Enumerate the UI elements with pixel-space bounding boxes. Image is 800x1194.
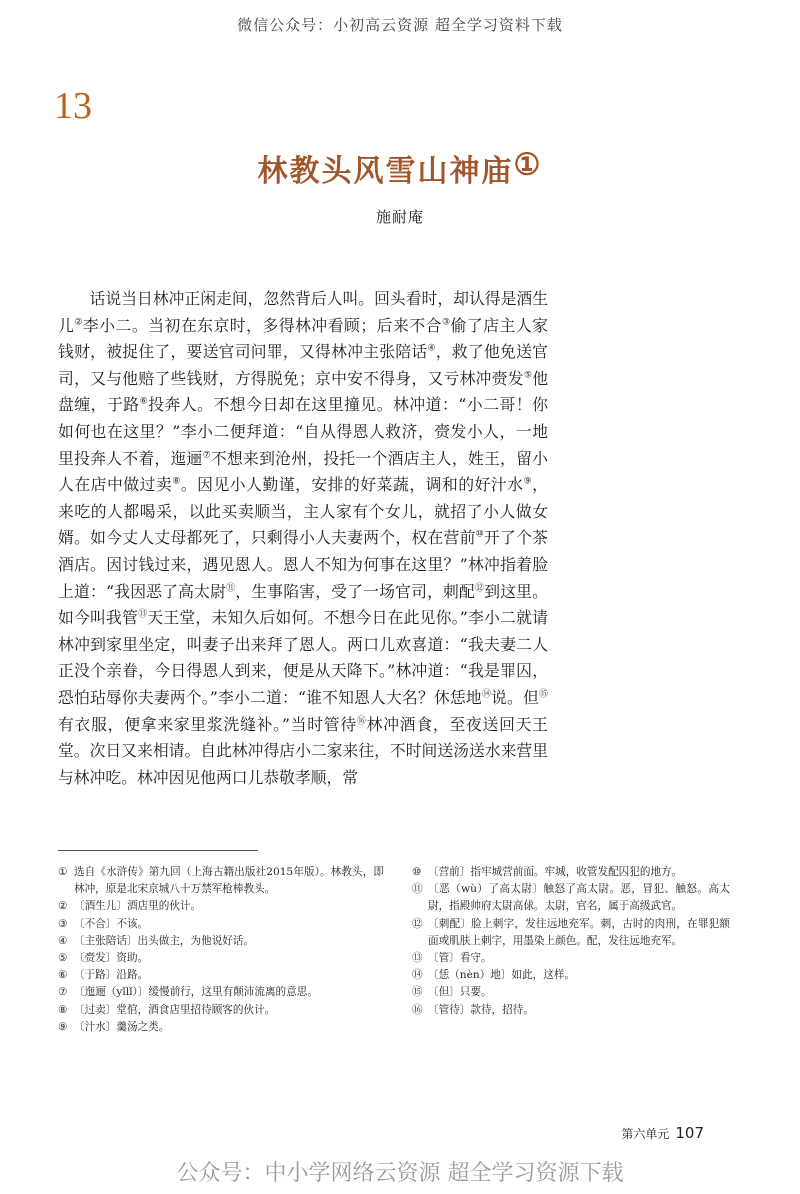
page-number: 107 xyxy=(675,1124,704,1142)
lesson-number: 13 xyxy=(54,85,92,127)
body-text-run: 话说当日林冲正闲走间，忽然背后人叫。回头看时，却认得是酒生儿 xyxy=(58,289,548,335)
footnote-number: ⑤ xyxy=(58,952,68,965)
body-text-run: 投奔人。不想今日却在这里撞见。林冲道：“小二哥！你如何也在这里？”李小二便拜道：“自从得恩人救济，赍发小人，一地里投奔人不着，迤逦 xyxy=(58,395,548,468)
body-text-run: ，救了他免送官司，又与他赔了些钱财，方得脱免；京中安不得身，又亏林冲赍发 xyxy=(58,342,548,388)
page-footer xyxy=(621,1124,704,1142)
footnote xyxy=(58,1002,384,1019)
footnote xyxy=(412,967,730,984)
footnote-marker: ⑩ xyxy=(475,530,484,541)
footnotes-left-column xyxy=(58,864,384,1036)
footnote-text: 选自《水浒传》第九回（上海古籍出版社2015年版）。林教头，即林冲，原是北宋京城八十万禁军枪棒教头。 xyxy=(74,866,384,896)
footnote xyxy=(58,933,384,950)
footnote-text: 〔恁（nèn）地〕如此，这样。 xyxy=(428,969,576,982)
footnote-marker: ⑮ xyxy=(538,689,548,700)
footnote-marker: ⑪ xyxy=(226,583,236,594)
footnote-marker: ③ xyxy=(441,317,451,328)
footnote-marker: ⑬ xyxy=(138,609,148,620)
unit-label: 第六单元 xyxy=(621,1127,670,1141)
footnote-text: 〔但〕只要。 xyxy=(428,986,492,999)
footnote-number: ③ xyxy=(58,917,68,930)
footnote-marker: ⑦ xyxy=(202,450,211,461)
author: 施耐庵 xyxy=(375,208,424,226)
footnote-text: 〔管待〕款待，招待。 xyxy=(428,1003,534,1016)
footnote-marker: ⑤ xyxy=(523,370,533,381)
footnote-number: ⑭ xyxy=(412,969,423,982)
footnote xyxy=(412,916,730,950)
footnote xyxy=(58,967,384,984)
body-text-run: 不想来到沧州，投托一个酒店主人，姓王，留小人在店中做过卖 xyxy=(58,448,548,495)
footnote-marker: ④ xyxy=(427,343,436,354)
footnote-text: 〔赍发〕资助。 xyxy=(74,952,149,965)
footnote-marker: ⑧ xyxy=(172,476,181,487)
body-text-run: 偷了店主人家钱财，被捉住了，要送官司问罪，又得林冲主张陪话 xyxy=(58,315,548,362)
body-text-run: 开了个茶酒店。因讨钱过来，遇见恩人。恩人不知为何事在这里？”林冲指着脸上道：“我因恶了高太尉 xyxy=(58,528,548,601)
footnote-number: ⑨ xyxy=(58,1020,68,1033)
footnote-number: ⑯ xyxy=(412,1003,423,1016)
footnote xyxy=(412,864,730,881)
footnote xyxy=(58,950,384,967)
body-text-run: ，来吃的人都喝采，以此买卖顺当，主人家有个女儿，就招了小人做女婿。如今丈人丈母都死了，只剩得小人夫妻两个，权在营前 xyxy=(58,475,548,548)
footnote-text: 〔营前〕指牢城营前面。牢城，收管发配囚犯的地方。 xyxy=(428,866,683,878)
footnote-marker: ⑫ xyxy=(475,583,485,594)
footnote-number: ⑫ xyxy=(412,917,423,930)
footnote-text: 〔汁水〕羹汤之类。 xyxy=(74,1020,170,1033)
body-text-run: 他盘缠，于路 xyxy=(58,368,548,415)
body-text-run: 天王堂，未知久后如何。不想今日在此见你。”李小二就请林冲到家里坐定，叫妻子出来拜了恩人。两口儿欢喜道：“我夫妻二人正没个亲眷，今日得恩人到来，便是从天降下。”林冲道：“我是罪囚，恐怕玷辱你夫妻两个。”李小二道：“谁不知恩人大名？休恁地 xyxy=(58,608,548,707)
footnote xyxy=(58,1019,384,1036)
header-watermark: 微信公众号：小初高云资源 超全学习资料下载 xyxy=(237,16,563,34)
footnote-number: ⑥ xyxy=(58,969,68,982)
footnote-text: 〔不合〕不该。 xyxy=(74,917,149,930)
footnote-number: ⑪ xyxy=(412,883,423,896)
body-text-run: 到这里。如今叫我管 xyxy=(58,581,548,628)
body-text-run: 说。但 xyxy=(491,687,539,707)
body-text-run: ，生事陷害，受了一场官司，刺配 xyxy=(235,581,476,601)
footnote xyxy=(412,881,730,915)
footnote xyxy=(412,984,730,1001)
footnote-text: 〔管〕看守。 xyxy=(428,952,492,965)
footnote xyxy=(58,898,384,915)
body-text-run: 有衣服，便拿来家里浆洗缝补。”当时管待 xyxy=(58,714,357,734)
bottom-watermark: 公众号：中小学网络云资源 超全学习资源下载 xyxy=(176,1161,624,1186)
footnote-marker: ⑯ xyxy=(356,716,367,727)
footnote xyxy=(412,950,730,967)
footnote-divider xyxy=(58,850,258,851)
footnote-number: ⑧ xyxy=(58,1003,68,1016)
title-block xyxy=(0,146,800,190)
footnote-number: ① xyxy=(58,866,68,878)
body-text-run: 。因见小人勤谨，安排的好菜蔬，调和的好汁水 xyxy=(180,475,524,495)
title-footnote-marker: ① xyxy=(513,147,543,183)
footnotes-right-column xyxy=(412,864,730,1019)
footnote-marker: ⑭ xyxy=(481,689,492,700)
footnote-marker: ⑨ xyxy=(523,476,533,487)
footnote-number: ② xyxy=(58,900,68,913)
footnote-marker: ② xyxy=(74,317,83,328)
footnote xyxy=(58,864,384,898)
footnote-text: 〔恶（wù）了高太尉〕触怒了高太尉。恶，冒犯、触怒。高太尉，指殿帅府太尉高俅。太尉，官名，属于高级武官。 xyxy=(428,883,730,913)
footnote-number: ⑦ xyxy=(58,986,68,999)
lesson-title: 林教头风雪山神庙 xyxy=(257,154,514,189)
footnote-text: 〔于路〕沿路。 xyxy=(74,969,149,982)
footnote-text: 〔过卖〕堂倌，酒食店里招待顾客的伙计。 xyxy=(74,1003,276,1016)
footnote-text: 〔迤逦（yǐlǐ）〕缓慢前行，这里有颠沛流离的意思。 xyxy=(74,986,318,999)
footnote xyxy=(58,984,384,1001)
body-text-run: 林冲酒食，至夜送回天王堂。次日又来相请。自此林冲得店小二家来往，不时间送汤送水来营里与林冲吃。林冲因见他两口儿恭敬孝顺，常 xyxy=(58,714,548,787)
footnote-number: ⑬ xyxy=(412,952,423,965)
footnote-text: 〔刺配〕脸上刺字，发往远地充军。刺，古时的肉刑，在罪犯额面或肌肤上刺字，用墨染上颜色。配，发往远地充军。 xyxy=(428,917,730,947)
footnote-text: 〔酒生儿〕酒店里的伙计。 xyxy=(74,900,202,913)
footnote xyxy=(58,916,384,933)
body-paragraph xyxy=(58,286,548,791)
footnote-number: ⑮ xyxy=(412,986,423,999)
body-text-run: 李小二。当初在东京时，多得林冲看顾；后来不合 xyxy=(82,315,442,335)
footnote-number: ⑩ xyxy=(412,866,422,878)
footnote xyxy=(412,1002,730,1019)
footnote-number: ④ xyxy=(58,934,68,947)
footnote-marker: ⑥ xyxy=(139,397,149,408)
footnote-text: 〔主张陪话〕出头做主，为他说好话。 xyxy=(74,934,255,947)
